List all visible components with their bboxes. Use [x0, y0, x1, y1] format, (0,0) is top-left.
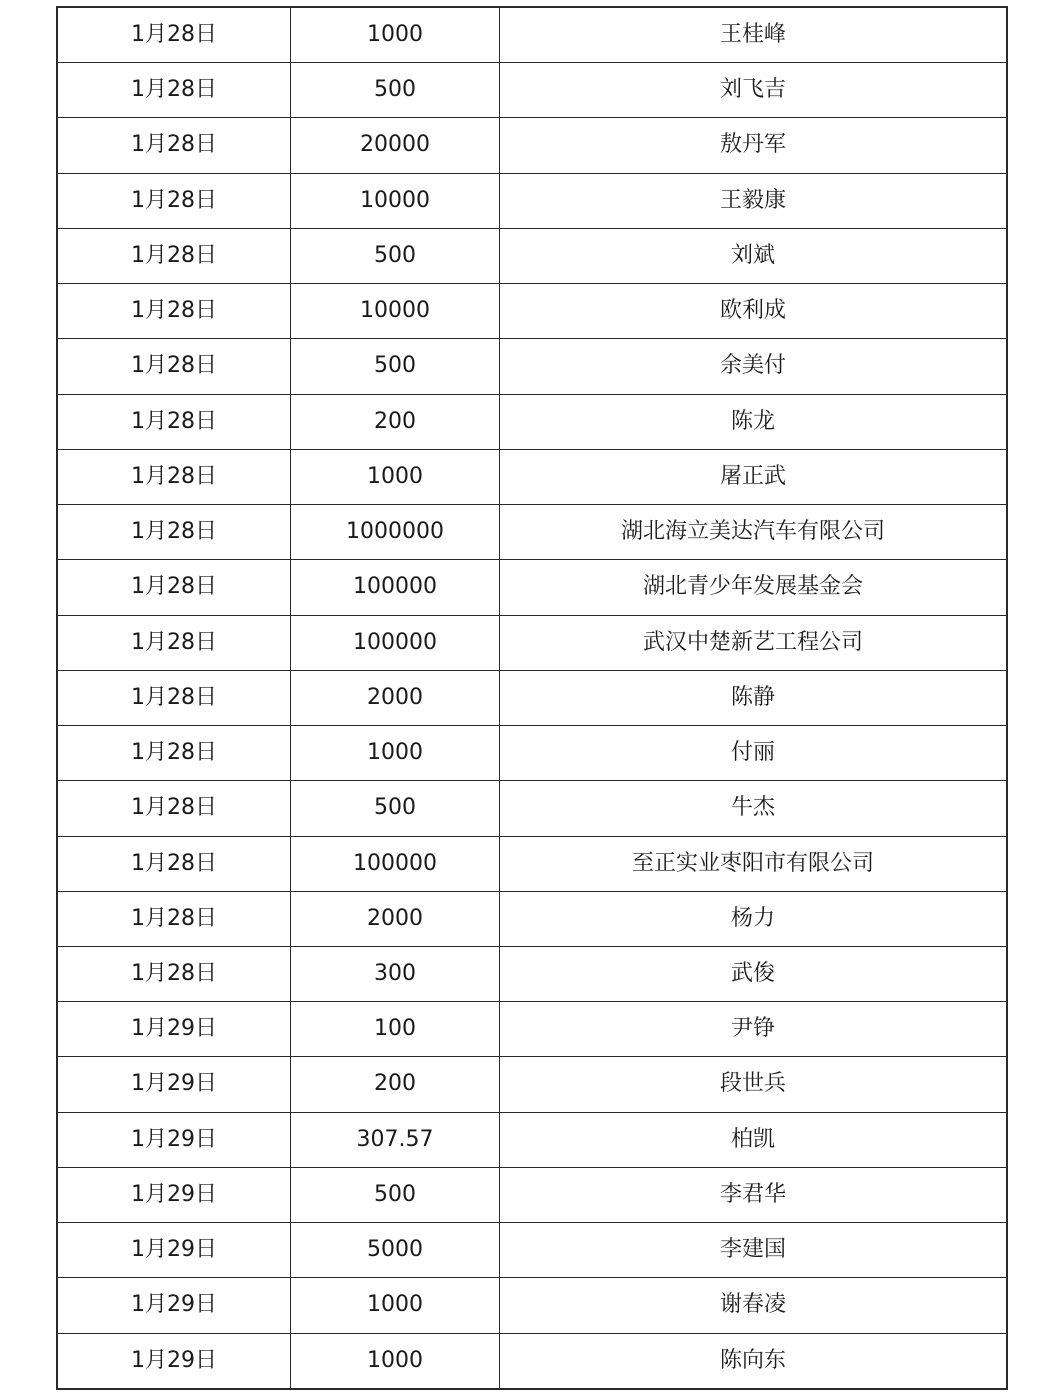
donor-name-cell: 杨力 [500, 891, 1007, 946]
donor-name-cell: 刘飞吉 [500, 63, 1007, 118]
amount-cell: 500 [291, 63, 500, 118]
table-row [58, 173, 1007, 228]
donor-name-cell: 付丽 [500, 726, 1007, 781]
date-cell: 1月28日 [58, 63, 291, 118]
amount-cell: 10000 [291, 173, 500, 228]
donation-table-sheet [56, 6, 1008, 1390]
date-cell: 1月29日 [58, 1057, 291, 1112]
date-cell: 1月28日 [58, 173, 291, 228]
table-row [58, 505, 1007, 560]
date-cell: 1月29日 [58, 1167, 291, 1222]
date-cell: 1月28日 [58, 228, 291, 283]
date-cell: 1月28日 [58, 560, 291, 615]
donor-name-cell: 陈龙 [500, 394, 1007, 449]
date-cell: 1月28日 [58, 781, 291, 836]
amount-cell: 1000 [291, 449, 500, 504]
amount-cell: 20000 [291, 118, 500, 173]
donor-name-cell: 李建国 [500, 1223, 1007, 1278]
date-cell: 1月28日 [58, 946, 291, 1001]
donor-name-cell: 尹铮 [500, 1002, 1007, 1057]
table-row [58, 670, 1007, 725]
donor-name-cell: 王桂峰 [500, 8, 1007, 63]
date-cell: 1月28日 [58, 118, 291, 173]
donor-name-cell: 至正实业枣阳市有限公司 [500, 836, 1007, 891]
amount-cell: 1000 [291, 8, 500, 63]
date-cell: 1月28日 [58, 339, 291, 394]
amount-cell: 1000000 [291, 505, 500, 560]
donor-name-cell: 屠正武 [500, 449, 1007, 504]
date-cell: 1月28日 [58, 615, 291, 670]
date-cell: 1月29日 [58, 1333, 291, 1388]
amount-cell: 2000 [291, 670, 500, 725]
table-row [58, 449, 1007, 504]
table-row [58, 1333, 1007, 1388]
donor-name-cell: 段世兵 [500, 1057, 1007, 1112]
date-cell: 1月28日 [58, 836, 291, 891]
amount-cell: 500 [291, 339, 500, 394]
date-cell: 1月28日 [58, 670, 291, 725]
amount-cell: 200 [291, 1057, 500, 1112]
donor-name-cell: 欧利成 [500, 284, 1007, 339]
table-row [58, 1002, 1007, 1057]
amount-cell: 1000 [291, 726, 500, 781]
donor-name-cell: 陈向东 [500, 1333, 1007, 1388]
amount-cell: 300 [291, 946, 500, 1001]
date-cell: 1月29日 [58, 1112, 291, 1167]
table-row [58, 63, 1007, 118]
date-cell: 1月28日 [58, 284, 291, 339]
donation-table-body [58, 8, 1007, 1389]
table-row [58, 946, 1007, 1001]
date-cell: 1月28日 [58, 726, 291, 781]
donor-name-cell: 湖北海立美达汽车有限公司 [500, 505, 1007, 560]
table-row [58, 1167, 1007, 1222]
amount-cell: 500 [291, 1167, 500, 1222]
date-cell: 1月28日 [58, 891, 291, 946]
amount-cell: 1000 [291, 1333, 500, 1388]
table-row [58, 1057, 1007, 1112]
donor-name-cell: 陈静 [500, 670, 1007, 725]
donor-name-cell: 敖丹军 [500, 118, 1007, 173]
amount-cell: 100000 [291, 836, 500, 891]
donor-name-cell: 湖北青少年发展基金会 [500, 560, 1007, 615]
amount-cell: 2000 [291, 891, 500, 946]
table-row [58, 726, 1007, 781]
table-row [58, 1112, 1007, 1167]
table-row [58, 891, 1007, 946]
amount-cell: 100000 [291, 615, 500, 670]
amount-cell: 307.57 [291, 1112, 500, 1167]
table-row [58, 1278, 1007, 1333]
date-cell: 1月28日 [58, 505, 291, 560]
amount-cell: 5000 [291, 1223, 500, 1278]
amount-cell: 10000 [291, 284, 500, 339]
table-row [58, 339, 1007, 394]
date-cell: 1月29日 [58, 1278, 291, 1333]
donation-table [57, 7, 1007, 1389]
date-cell: 1月28日 [58, 394, 291, 449]
donor-name-cell: 余美付 [500, 339, 1007, 394]
amount-cell: 500 [291, 781, 500, 836]
table-row [58, 8, 1007, 63]
table-row [58, 836, 1007, 891]
amount-cell: 200 [291, 394, 500, 449]
donor-name-cell: 武汉中楚新艺工程公司 [500, 615, 1007, 670]
amount-cell: 100 [291, 1002, 500, 1057]
donor-name-cell: 武俊 [500, 946, 1007, 1001]
table-row [58, 118, 1007, 173]
amount-cell: 100000 [291, 560, 500, 615]
table-row [58, 394, 1007, 449]
donor-name-cell: 谢春凌 [500, 1278, 1007, 1333]
table-row [58, 615, 1007, 670]
donor-name-cell: 李君华 [500, 1167, 1007, 1222]
table-row [58, 284, 1007, 339]
date-cell: 1月28日 [58, 449, 291, 504]
donor-name-cell: 王毅康 [500, 173, 1007, 228]
date-cell: 1月29日 [58, 1223, 291, 1278]
donor-name-cell: 刘斌 [500, 228, 1007, 283]
table-row [58, 560, 1007, 615]
amount-cell: 500 [291, 228, 500, 283]
donor-name-cell: 柏凯 [500, 1112, 1007, 1167]
amount-cell: 1000 [291, 1278, 500, 1333]
date-cell: 1月28日 [58, 8, 291, 63]
date-cell: 1月29日 [58, 1002, 291, 1057]
table-row [58, 781, 1007, 836]
table-row [58, 228, 1007, 283]
table-row [58, 1223, 1007, 1278]
donor-name-cell: 牛杰 [500, 781, 1007, 836]
